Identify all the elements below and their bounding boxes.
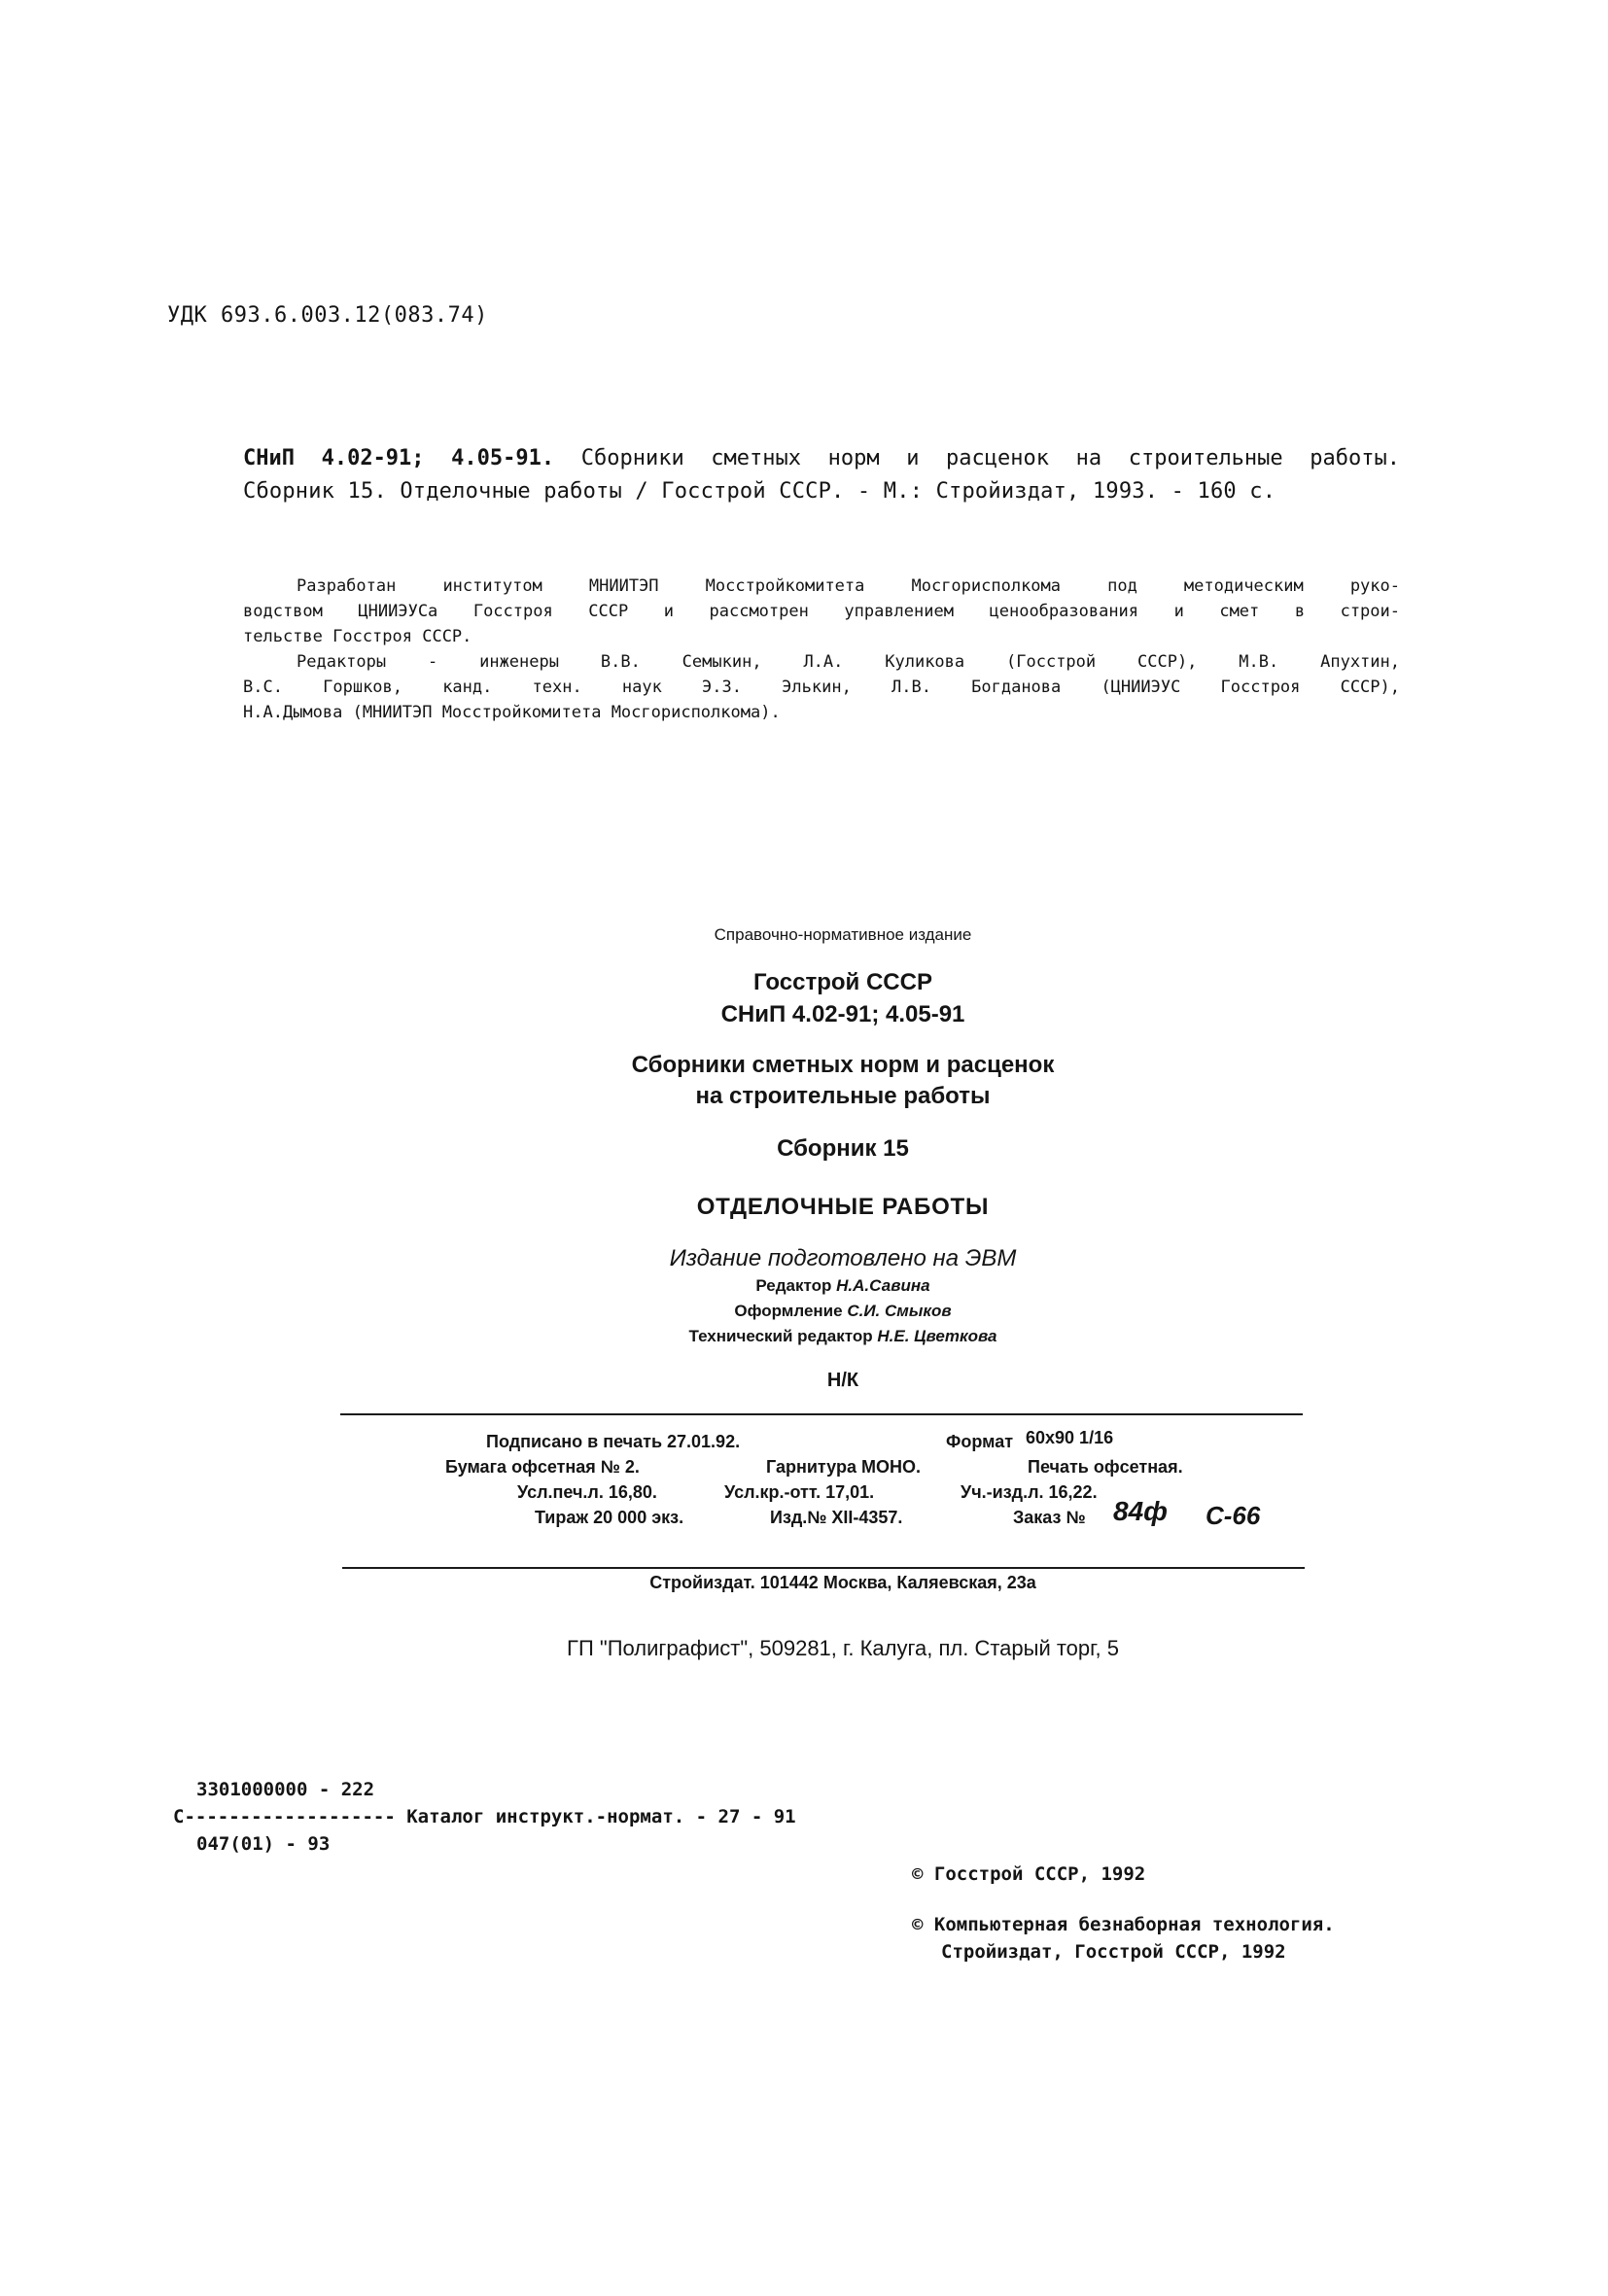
order-number: 84ф xyxy=(1113,1496,1168,1526)
editor-label: Редактор xyxy=(755,1276,832,1295)
reference-line-1 xyxy=(243,442,1400,475)
copyright-line-1: © Госстрой СССР, 1992 xyxy=(912,1863,1146,1885)
publisher-address: Стройиздат. 101442 Москва, Каляевская, 23а xyxy=(649,1573,1036,1592)
bottom-rule xyxy=(342,1567,1305,1569)
signed-date: Подписано в печать 27.01.92. xyxy=(486,1432,741,1451)
publisher-sheets: Уч.-изд.л. 16,22. xyxy=(961,1482,1098,1502)
design-label: Оформление xyxy=(734,1302,843,1320)
catalog-bottom: 047(01) - 93 xyxy=(196,1833,331,1855)
reference-line-2: Сборник 15. Отделочные работы / Госстрой СССР. - М.: Стройиздат, 1993. - 160 с. xyxy=(243,479,1276,504)
print-run: Тираж 20 000 экз. xyxy=(535,1508,684,1527)
udc-code: УДК 693.6.003.12(083.74) xyxy=(167,303,488,328)
design-line xyxy=(464,1299,1222,1324)
print-row-4 xyxy=(428,1496,1303,1534)
reference-code: СНиП 4.02-91; 4.05-91. xyxy=(243,446,555,470)
print-row-2 xyxy=(428,1454,1303,1479)
prepared-note: Издание подготовлено на ЭВМ xyxy=(669,1245,1017,1271)
tech-editor-line xyxy=(464,1324,1222,1349)
printer-address: ГП "Полиграфист", 509281, г. Калуга, пл. Старый торг, 5 xyxy=(567,1636,1119,1660)
nk-mark: Н/К xyxy=(826,1370,859,1391)
developed-line-2: водством ЦНИИЭУСа Госстроя СССР и рассмотрен управлением ценообразования и смет в строи- xyxy=(243,602,1400,621)
edition-number: Изд.№ XII-4357. xyxy=(770,1508,903,1527)
design-name: С.И. Смыков xyxy=(847,1302,952,1320)
imprint-code: СНиП 4.02-91; 4.05-91 xyxy=(720,1001,965,1027)
developed-line-1: Разработан институтом МНИИТЭП Мосстройкомитета Мосгорисполкома под методическим руко- xyxy=(297,576,1400,596)
edition-type: Справочно-нормативное издание xyxy=(714,925,972,944)
print-sheets: Усл.печ.л. 16,80. xyxy=(517,1482,657,1502)
reference-title: Сборники сметных норм и расценок на строительные работы. xyxy=(580,446,1400,470)
editors-line-1: Редакторы - инженеры В.В. Семыкин, Л.А. Куликова (Госстрой СССР), М.В. Апухтин, xyxy=(297,652,1400,672)
editors-line-2: В.С. Горшков, канд. техн. наук Э.З. Элькин, Л.В. Богданова (ЦНИИЭУС Госстроя СССР), xyxy=(243,678,1400,697)
copyright-block xyxy=(912,1861,1335,1966)
editor-line xyxy=(464,1273,1222,1299)
editors-line-3: Н.А.Дымова (МНИИТЭП Мосстройкомитета Мосгорисполкома). xyxy=(243,703,781,722)
editor-name: Н.А.Савина xyxy=(836,1276,930,1295)
bibliographic-reference xyxy=(243,442,1400,475)
tech-editor-name: Н.Е. Цветкова xyxy=(877,1327,997,1345)
imprint-org: Госстрой СССР xyxy=(753,969,932,995)
print-row-1 xyxy=(428,1429,1303,1454)
order-note: С-66 xyxy=(1206,1501,1261,1530)
imprint-title-line-1: Сборники сметных норм и расценок xyxy=(631,1052,1055,1078)
imprint-block xyxy=(464,923,1222,1394)
development-info xyxy=(243,574,1400,725)
print-details xyxy=(428,1429,1303,1534)
imprint-collection: Сборник 15 xyxy=(777,1135,909,1162)
print-row-3 xyxy=(428,1479,1303,1505)
paper-type: Бумага офсетная № 2. xyxy=(445,1457,640,1477)
copyright-line-2: © Компьютерная безнаборная технология. xyxy=(912,1914,1335,1935)
copyright-line-3: Стройиздат, Госстрой СССР, 1992 xyxy=(941,1941,1286,1963)
imprint-title-line-2: на строительные работы xyxy=(695,1083,991,1109)
catalog-code xyxy=(173,1776,796,1858)
catalog-top: 3301000000 - 222 xyxy=(196,1779,375,1800)
printing-method: Печать офсетная. xyxy=(1028,1457,1183,1477)
typeface: Гарнитура МОНО. xyxy=(766,1457,921,1477)
format-value: 60х90 1/16 xyxy=(1026,1428,1114,1447)
format-label: Формат xyxy=(946,1432,1014,1451)
top-rule xyxy=(340,1413,1303,1415)
catalog-middle: С------------------- Каталог инструкт.-нормат. - 27 - 91 xyxy=(173,1806,796,1827)
tech-editor-label: Технический редактор xyxy=(688,1327,873,1345)
color-prints: Усл.кр.-отт. 17,01. xyxy=(724,1482,875,1502)
order-label: Заказ № xyxy=(1013,1508,1086,1527)
developed-line-3: тельстве Госстроя СССР. xyxy=(243,627,472,646)
imprint-subject: ОТДЕЛОЧНЫЕ РАБОТЫ xyxy=(696,1194,990,1220)
